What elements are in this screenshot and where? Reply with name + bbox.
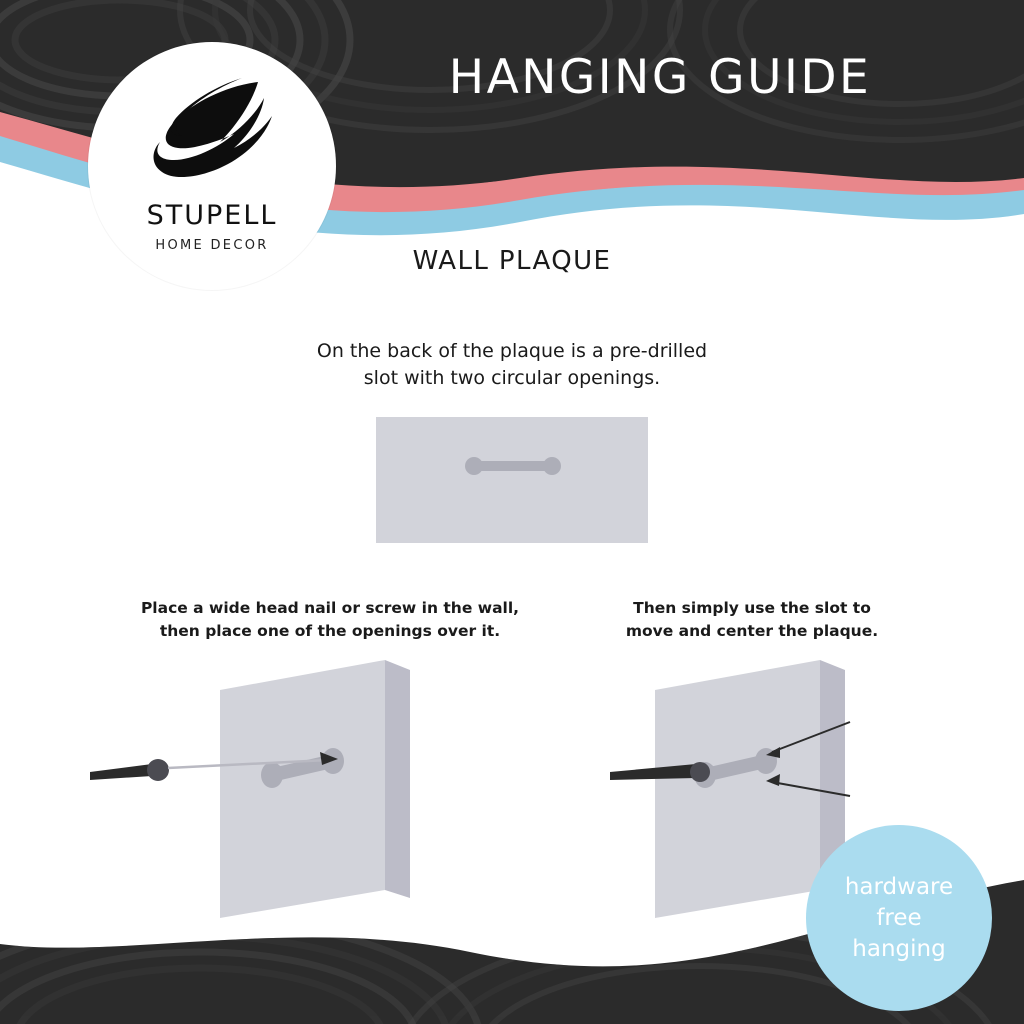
- step-2-line-1: Place a wide head nail or screw in the wall,: [140, 599, 520, 617]
- plaque-front-face: [655, 660, 820, 918]
- hardware-free-hanging-badge: [806, 825, 992, 1011]
- badge-line-3: hanging: [852, 935, 946, 962]
- stupell-swoosh-logo-icon: [146, 76, 278, 196]
- logo-subtitle: HOME DECOR: [155, 238, 269, 253]
- product-type-label: WALL PLAQUE: [412, 246, 612, 276]
- nail-into-wall-plaque-diagram: [80, 660, 500, 930]
- badge-line-2: free: [876, 904, 922, 931]
- step-3-line-2: move and center the plaque.: [625, 622, 879, 640]
- page-title: HANGING GUIDE: [448, 50, 872, 105]
- step-3-line-1: Then simply use the slot to: [633, 599, 871, 617]
- step-1-line-2: slot with two circular openings.: [363, 367, 661, 389]
- step-3-instruction: [556, 597, 948, 643]
- plaque-back-keyhole-slot-diagram: [376, 417, 648, 543]
- step-2-instruction: [72, 597, 588, 643]
- nail-icon: [90, 759, 169, 781]
- brand-logo-badge: [88, 42, 336, 290]
- logo-title: STUPELL: [146, 200, 278, 231]
- step-2-line-2: then place one of the openings over it.: [159, 622, 501, 640]
- plaque-side-edge: [385, 660, 410, 898]
- plaque-front-face: [220, 660, 385, 918]
- step-1-line-1: On the back of the plaque is a pre-drilled: [316, 340, 708, 362]
- step-1-instruction: [212, 338, 812, 392]
- plaque-back-rect: [376, 417, 648, 543]
- badge-line-1: hardware: [844, 873, 954, 900]
